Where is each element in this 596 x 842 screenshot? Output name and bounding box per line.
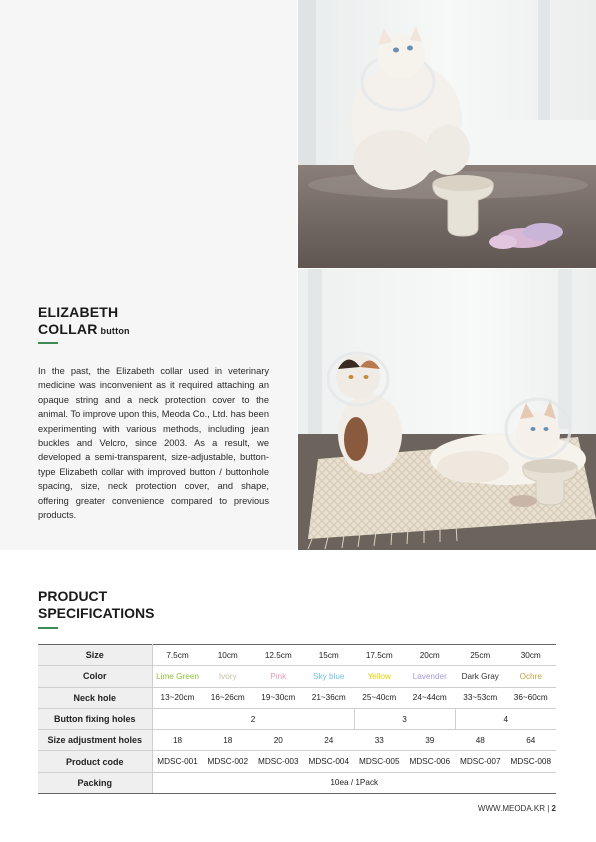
spec-cell: 10cm	[203, 645, 254, 666]
page-number: 2	[551, 804, 556, 813]
spec-table	[38, 644, 556, 794]
spec-cell: MDSC-007	[455, 751, 506, 772]
spec-color-cell: Lime Green	[152, 666, 203, 687]
specs-accent-bar	[38, 627, 58, 629]
spec-color-cell: Lavender	[405, 666, 456, 687]
spec-cell: 24	[304, 730, 355, 751]
spec-cell: MDSC-008	[506, 751, 557, 772]
spec-cell: MDSC-003	[253, 751, 304, 772]
spec-row-size-adjust	[38, 730, 556, 751]
spec-color-cell: Yellow	[354, 666, 405, 687]
spec-label-packing: Packing	[38, 772, 152, 793]
photo-two-cats-image	[298, 269, 596, 550]
photo-cat-with-bowl	[298, 0, 596, 268]
spec-row-neck-hole	[38, 687, 556, 708]
specs-title-line1: PRODUCT	[38, 588, 108, 604]
spec-cell: 10ea / 1Pack	[152, 772, 556, 793]
intro-title	[38, 304, 130, 340]
intro-body: In the past, the Elizabeth collar used in veterinary medicine was inconvenient as it required attaching an opaque string and a neck protection cover to the animal. To improve upon this, Meoda Co., Ltd. has been experimenting with various methods, including jean buckles and Velcro, since 2003. As a result, we developed a semi-transparent, size-adjustable, button-type Elizabeth collar with improved button / buttonhole spacing, size, neck protection cover, and shape, offering greater convenience compared to previous products.	[38, 366, 269, 521]
spec-color-cell: Ochre	[506, 666, 557, 687]
spec-cell: 39	[405, 730, 456, 751]
spec-cell: MDSC-005	[354, 751, 405, 772]
footer-website: WWW.MEODA.KR	[477, 804, 545, 813]
spec-cell: 18	[203, 730, 254, 751]
spec-row-size	[38, 645, 556, 666]
spec-cell: 12.5cm	[253, 645, 304, 666]
spec-cell: 18	[152, 730, 203, 751]
spec-cell: 64	[506, 730, 557, 751]
spec-cell: 30cm	[506, 645, 557, 666]
spec-cell: 21~36cm	[304, 687, 355, 708]
spec-row-button-fixing	[38, 708, 556, 729]
spec-label-color: Color	[38, 666, 152, 687]
photo-two-cats	[298, 269, 596, 550]
spec-label-neck-hole: Neck hole	[38, 687, 152, 708]
spec-cell: 20cm	[405, 645, 456, 666]
spec-cell: 19~30cm	[253, 687, 304, 708]
spec-row-product-code	[38, 751, 556, 772]
spec-cell: 7.5cm	[152, 645, 203, 666]
spec-cell: 25~40cm	[354, 687, 405, 708]
spec-cell: 20	[253, 730, 304, 751]
spec-label-size-adjust: Size adjustment holes	[38, 730, 152, 751]
spec-color-cell: Ivory	[203, 666, 254, 687]
spec-cell: MDSC-002	[203, 751, 254, 772]
spec-cell: MDSC-006	[405, 751, 456, 772]
spec-label-button-fixing: Button fixing holes	[38, 708, 152, 729]
spec-cell: MDSC-004	[304, 751, 355, 772]
specs-title	[38, 588, 154, 622]
spec-cell: 2	[152, 708, 354, 729]
spec-cell: 3	[354, 708, 455, 729]
spec-cell: 17.5cm	[354, 645, 405, 666]
spec-cell: MDSC-001	[152, 751, 203, 772]
intro-title-suffix: button	[100, 326, 130, 336]
spec-cell: 36~60cm	[506, 687, 557, 708]
spec-cell: 33~53cm	[455, 687, 506, 708]
intro-title-line2: COLLAR	[38, 321, 98, 337]
spec-color-cell: Dark Gray	[455, 666, 506, 687]
spec-row-color	[38, 666, 556, 687]
footer-separator: |	[547, 804, 550, 813]
spec-cell: 24~44cm	[405, 687, 456, 708]
page-footer	[478, 804, 556, 813]
specs-title-line2: SPECIFICATIONS	[38, 605, 155, 621]
spec-color-cell: Pink	[253, 666, 304, 687]
spec-cell: 48	[455, 730, 506, 751]
spec-row-packing	[38, 772, 556, 793]
spec-label-size: Size	[38, 645, 152, 666]
spec-cell: 33	[354, 730, 405, 751]
spec-cell: 15cm	[304, 645, 355, 666]
spec-cell: 4	[455, 708, 556, 729]
spec-cell: 16~26cm	[203, 687, 254, 708]
spec-cell: 13~20cm	[152, 687, 203, 708]
spec-label-product-code: Product code	[38, 751, 152, 772]
spec-cell: 25cm	[455, 645, 506, 666]
intro-accent-bar	[38, 342, 58, 344]
spec-color-cell: Sky blue	[304, 666, 355, 687]
photo-cat-with-bowl-image	[298, 0, 596, 268]
intro-title-line1: ELIZABETH	[38, 304, 119, 320]
